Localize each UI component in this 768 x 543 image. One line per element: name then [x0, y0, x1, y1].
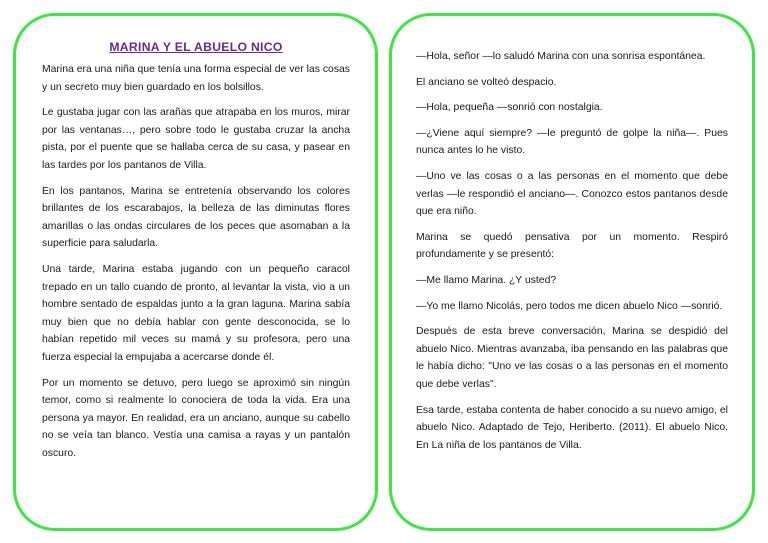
paragraph: —Uno ve las cosas o a las personas en el momento que debe verlas —le respondió el anciano—. Conozco estos pantanos desde que era niño. [416, 170, 728, 218]
paragraph: —Me llamo Marina. ¿Y usted? [416, 274, 557, 286]
paragraph: Por un momento se detuvo, pero luego se aproximó sin ningún temor, como si realmente lo conociera de toda la vida. Era una persona ya mayor. En realidad, era un anciano, aunque su cabello no se veía tan blanco. Vestía una camisa a rayas y un pantalón oscuro. [42, 377, 350, 459]
paragraph: El anciano se volteó despacio. [416, 76, 557, 88]
paragraph: Una tarde, Marina estaba jugando con un pequeño caracol trepado en un tallo cuando de pronto, al levantar la vista, vio a un hombre sentado de espaldas junto a la gran laguna. Marina sabía muy bien que no debía hablar con gente desconocida, se lo habían repetido mil veces su mamá y su profesora, pero una fuerza especial la empujaba a acercarse donde él. [42, 263, 350, 363]
paragraph: —Yo me llamo Nicolás, pero todos me dicen abuelo Nico —sonrió. [416, 300, 723, 312]
paragraph: —¿Viene aquí siempre? —le preguntó de golpe la niña—. Pues nunca antes lo he visto. [416, 127, 728, 157]
paragraph: —Hola, pequeña —sonrió con nostalgia. [416, 102, 603, 114]
paragraph: Marina era una niña que tenía una forma especial de ver las cosas y un secreto muy bien guardado en los bolsillos. [42, 64, 350, 93]
paragraph: Después de esta breve conversación, Marina se despidió del abuelo Nico. Mientras avanzaba, iba pensando en las palabras que le había dicho: "Uno ve las cosas o a las personas en el momento que debe verlas". [416, 326, 728, 390]
left-story-panel [13, 13, 378, 531]
story-title: MARINA Y EL ABUELO NICO [109, 40, 283, 54]
paragraph: Esa tarde, estaba contenta de haber conocido a su nuevo amigo, el abuelo Nico. Adaptado de Tejo, Heriberto. (2011). El abuelo Nico. En La niña de los pantanos de Villa. [416, 404, 728, 451]
paragraph: Marina se quedó pensativa por un momento. Respiró profundamente y se presentó: [416, 231, 728, 261]
paragraph: En los pantanos, Marina se entretenía observando los colores brillantes de los escarabajos, la belleza de las diminutas flores amarillas o las ondas circulares de los peces que asomaban a la superficie para saludarla. [42, 185, 350, 250]
paragraph: Le gustaba jugar con las arañas que atrapaba en los muros, mirar por las ventanas…, pero sobre todo le gustaba cruzar la ancha pista, por el puente que se hallaba cerca de su casa, y pasear en las tardes por los pantanos de Villa. [42, 107, 350, 171]
paragraph: —Hola, señor —lo saludó Marina con una sonrisa espontánea. [416, 51, 706, 62]
right-story-panel [389, 13, 755, 531]
